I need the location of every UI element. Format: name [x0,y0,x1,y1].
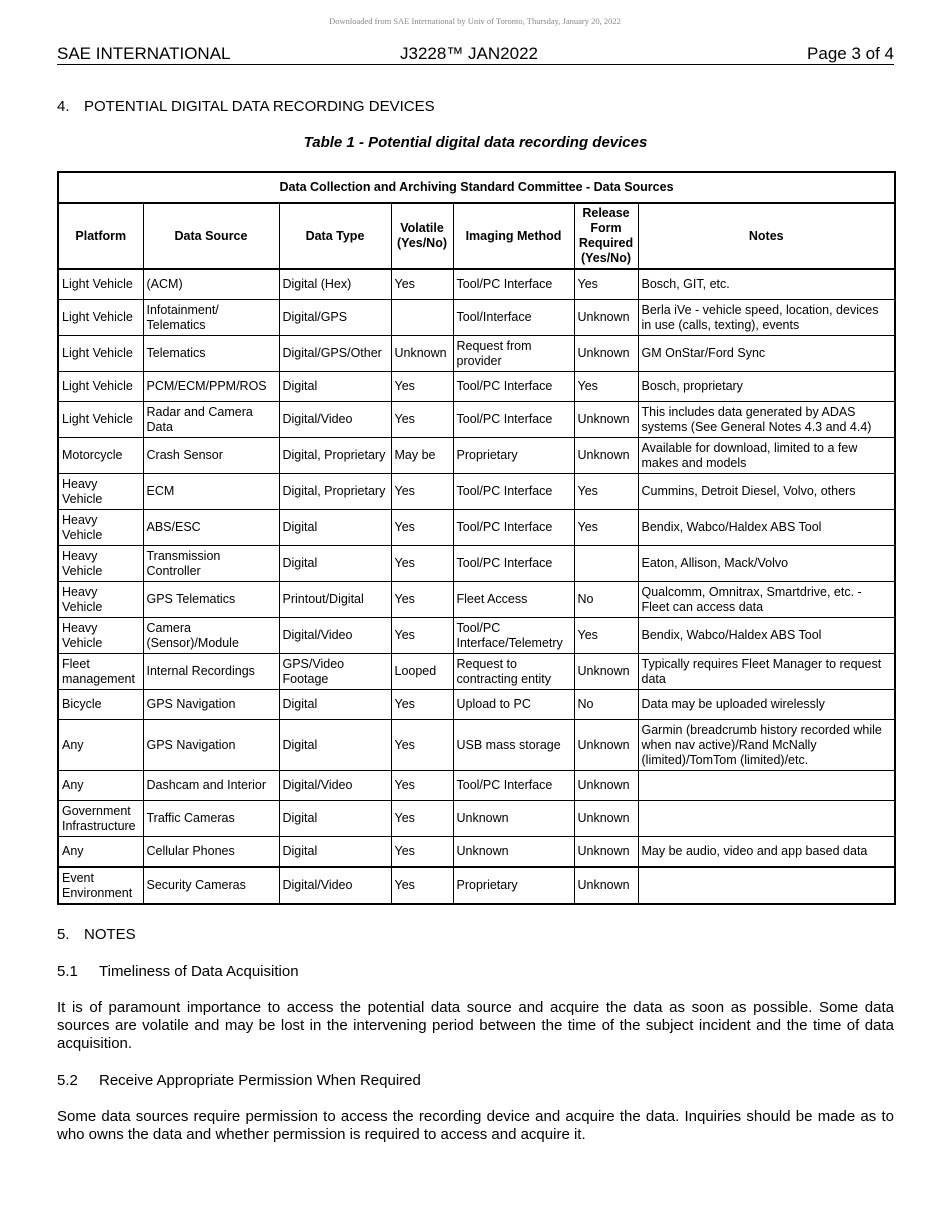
cell-imaging-method: Tool/PC Interface/Telemetry [453,618,574,654]
cell-notes: Cummins, Detroit Diesel, Volvo, others [638,474,895,510]
table-row [58,510,895,546]
table-row [58,372,895,402]
table-row [58,618,895,654]
table-row [58,720,895,771]
cell-notes: Data may be uploaded wirelessly [638,690,895,720]
section-number: 5. [57,926,70,943]
cell-notes: Qualcomm, Omnitrax, Smartdrive, etc. - Fleet can access data [638,582,895,618]
header-page-number: Page 3 of 4 [807,44,894,63]
cell-data-source: Dashcam and Interior [143,771,279,801]
section-5-2-body: Some data sources require permission to access the recording device and acquire the data. Inquiries should be made as to who owns the data and whether permission is required to access and acquire it. [57,1108,894,1143]
column-header-data-type: Data Type [279,203,391,269]
table-column-headers [58,203,895,269]
download-watermark: Downloaded from SAE International by Univ of Toronto, Thursday, January 20, 2022 [329,16,621,26]
header-document-id: J3228™ JAN2022 [400,44,538,63]
cell-platform: Any [58,720,143,771]
cell-volatile: May be [391,438,453,474]
cell-platform: Event Environment [58,867,143,904]
cell-volatile: Yes [391,269,453,300]
cell-release-form: Yes [574,618,638,654]
cell-data-source: Camera (Sensor)/Module [143,618,279,654]
cell-data-type: Printout/Digital [279,582,391,618]
cell-notes: Bendix, Wabco/Haldex ABS Tool [638,510,895,546]
cell-data-source: ABS/ESC [143,510,279,546]
table-row [58,771,895,801]
cell-platform: Bicycle [58,690,143,720]
cell-volatile: Yes [391,372,453,402]
cell-data-type: Digital/Video [279,771,391,801]
page-header [57,44,894,65]
cell-data-type: Digital/Video [279,867,391,904]
cell-imaging-method: Tool/PC Interface [453,546,574,582]
cell-platform: Light Vehicle [58,336,143,372]
cell-data-source: Internal Recordings [143,654,279,690]
cell-data-type: Digital (Hex) [279,269,391,300]
cell-notes: Typically requires Fleet Manager to request data [638,654,895,690]
cell-data-source: PCM/ECM/PPM/ROS [143,372,279,402]
cell-data-source: GPS Navigation [143,690,279,720]
section-title: NOTES [84,926,136,943]
table-group-header: Data Collection and Archiving Standard Committee - Data Sources [58,172,895,203]
section-5-2-heading [57,1072,421,1089]
cell-platform: Light Vehicle [58,372,143,402]
cell-data-type: Digital/Video [279,618,391,654]
cell-imaging-method: Tool/PC Interface [453,269,574,300]
cell-imaging-method: Request to contracting entity [453,654,574,690]
table-row [58,867,895,904]
cell-platform: Heavy Vehicle [58,474,143,510]
cell-volatile: Yes [391,546,453,582]
cell-notes [638,801,895,837]
cell-imaging-method: Unknown [453,837,574,868]
column-header-platform: Platform [58,203,143,269]
section-number: 4. [57,98,70,115]
table-row [58,402,895,438]
section-5-1-heading [57,963,299,980]
cell-release-form: Unknown [574,720,638,771]
column-header-release-form: Release Form Required (Yes/No) [574,203,638,269]
cell-platform: Government Infrastructure [58,801,143,837]
section-number: 5.1 [57,963,78,980]
cell-volatile: Yes [391,720,453,771]
table-row [58,546,895,582]
table-row [58,582,895,618]
cell-volatile: Yes [391,771,453,801]
cell-platform: Motorcycle [58,438,143,474]
cell-release-form [574,546,638,582]
cell-imaging-method: Tool/Interface [453,300,574,336]
cell-data-type: Digital/Video [279,402,391,438]
section-number: 5.2 [57,1072,78,1089]
cell-volatile: Yes [391,474,453,510]
cell-imaging-method: Tool/PC Interface [453,771,574,801]
cell-imaging-method: Upload to PC [453,690,574,720]
cell-release-form: Yes [574,269,638,300]
cell-notes: This includes data generated by ADAS systems (See General Notes 4.3 and 4.4) [638,402,895,438]
cell-imaging-method: Tool/PC Interface [453,474,574,510]
table-row [58,336,895,372]
cell-data-source: GPS Navigation [143,720,279,771]
cell-imaging-method: Fleet Access [453,582,574,618]
cell-volatile: Yes [391,582,453,618]
section-4-heading [57,98,435,115]
cell-data-type: Digital [279,510,391,546]
cell-data-type: GPS/Video Footage [279,654,391,690]
cell-volatile: Unknown [391,336,453,372]
cell-notes: Eaton, Allison, Mack/Volvo [638,546,895,582]
column-header-notes: Notes [638,203,895,269]
cell-notes [638,771,895,801]
cell-notes [638,867,895,904]
section-title: Receive Appropriate Permission When Required [99,1072,421,1089]
data-sources-table [57,171,896,905]
cell-release-form: Unknown [574,402,638,438]
column-header-data-source: Data Source [143,203,279,269]
section-5-heading [57,926,136,943]
cell-data-source: Security Cameras [143,867,279,904]
header-org: SAE INTERNATIONAL [57,44,231,63]
section-title: POTENTIAL DIGITAL DATA RECORDING DEVICES [84,98,435,115]
cell-imaging-method: Tool/PC Interface [453,372,574,402]
cell-imaging-method: Tool/PC Interface [453,510,574,546]
table-row [58,300,895,336]
cell-data-source: Transmission Controller [143,546,279,582]
cell-data-source: Infotainment/ Telematics [143,300,279,336]
cell-platform: Light Vehicle [58,300,143,336]
cell-release-form: Yes [574,372,638,402]
cell-imaging-method: Proprietary [453,438,574,474]
cell-notes: Garmin (breadcrumb history recorded while when nav active)/Rand McNally (limited)/TomTom (limited)/etc. [638,720,895,771]
cell-notes: Berla iVe - vehicle speed, location, devices in use (calls, texting), events [638,300,895,336]
cell-release-form: Unknown [574,654,638,690]
cell-imaging-method: USB mass storage [453,720,574,771]
cell-data-type: Digital [279,690,391,720]
cell-volatile [391,300,453,336]
cell-platform: Heavy Vehicle [58,582,143,618]
cell-data-type: Digital [279,720,391,771]
cell-data-source: Telematics [143,336,279,372]
cell-release-form: Unknown [574,336,638,372]
column-header-volatile: Volatile (Yes/No) [391,203,453,269]
cell-data-type: Digital [279,801,391,837]
cell-release-form: Unknown [574,801,638,837]
cell-release-form: Unknown [574,867,638,904]
cell-notes: GM OnStar/Ford Sync [638,336,895,372]
cell-imaging-method: Tool/PC Interface [453,402,574,438]
cell-data-type: Digital, Proprietary [279,438,391,474]
cell-volatile: Yes [391,801,453,837]
cell-release-form: Yes [574,510,638,546]
cell-release-form: Unknown [574,438,638,474]
cell-platform: Heavy Vehicle [58,546,143,582]
cell-volatile: Yes [391,837,453,868]
table-row [58,690,895,720]
column-header-imaging-method: Imaging Method [453,203,574,269]
cell-platform: Light Vehicle [58,269,143,300]
section-title: Timeliness of Data Acquisition [99,963,299,980]
cell-platform: Heavy Vehicle [58,618,143,654]
cell-notes: Available for download, limited to a few makes and models [638,438,895,474]
cell-notes: Bendix, Wabco/Haldex ABS Tool [638,618,895,654]
cell-platform: Light Vehicle [58,402,143,438]
cell-platform: Any [58,771,143,801]
cell-data-source: GPS Telematics [143,582,279,618]
cell-volatile: Yes [391,690,453,720]
cell-imaging-method: Proprietary [453,867,574,904]
cell-imaging-method: Request from provider [453,336,574,372]
table-body [58,269,895,904]
cell-notes: Bosch, proprietary [638,372,895,402]
cell-platform: Heavy Vehicle [58,510,143,546]
cell-volatile: Yes [391,510,453,546]
cell-volatile: Yes [391,618,453,654]
cell-data-source: ECM [143,474,279,510]
cell-release-form: Unknown [574,837,638,868]
cell-notes: May be audio, video and app based data [638,837,895,868]
cell-release-form: Yes [574,474,638,510]
table-row [58,654,895,690]
cell-imaging-method: Unknown [453,801,574,837]
cell-data-type: Digital/GPS/Other [279,336,391,372]
table-row [58,837,895,868]
cell-release-form: Unknown [574,300,638,336]
cell-data-type: Digital [279,837,391,868]
cell-platform: Any [58,837,143,868]
cell-data-type: Digital, Proprietary [279,474,391,510]
table-row [58,438,895,474]
cell-data-source: Cellular Phones [143,837,279,868]
cell-volatile: Yes [391,402,453,438]
cell-platform: Fleet management [58,654,143,690]
cell-data-source: (ACM) [143,269,279,300]
table-row [58,801,895,837]
table-row [58,474,895,510]
cell-release-form: No [574,582,638,618]
cell-notes: Bosch, GIT, etc. [638,269,895,300]
cell-data-source: Radar and Camera Data [143,402,279,438]
cell-volatile: Looped [391,654,453,690]
cell-data-type: Digital/GPS [279,300,391,336]
cell-data-type: Digital [279,546,391,582]
cell-data-type: Digital [279,372,391,402]
cell-release-form: No [574,690,638,720]
cell-volatile: Yes [391,867,453,904]
table-row [58,269,895,300]
cell-release-form: Unknown [574,771,638,801]
table-caption: Table 1 - Potential digital data recording devices [303,134,648,151]
cell-data-source: Crash Sensor [143,438,279,474]
cell-data-source: Traffic Cameras [143,801,279,837]
section-5-1-body: It is of paramount importance to access the potential data source and acquire the data as soon as possible. Some data sources are volatile and may be lost in the intervening period between the time of the subject incident and the time of data acquisition. [57,999,894,1052]
